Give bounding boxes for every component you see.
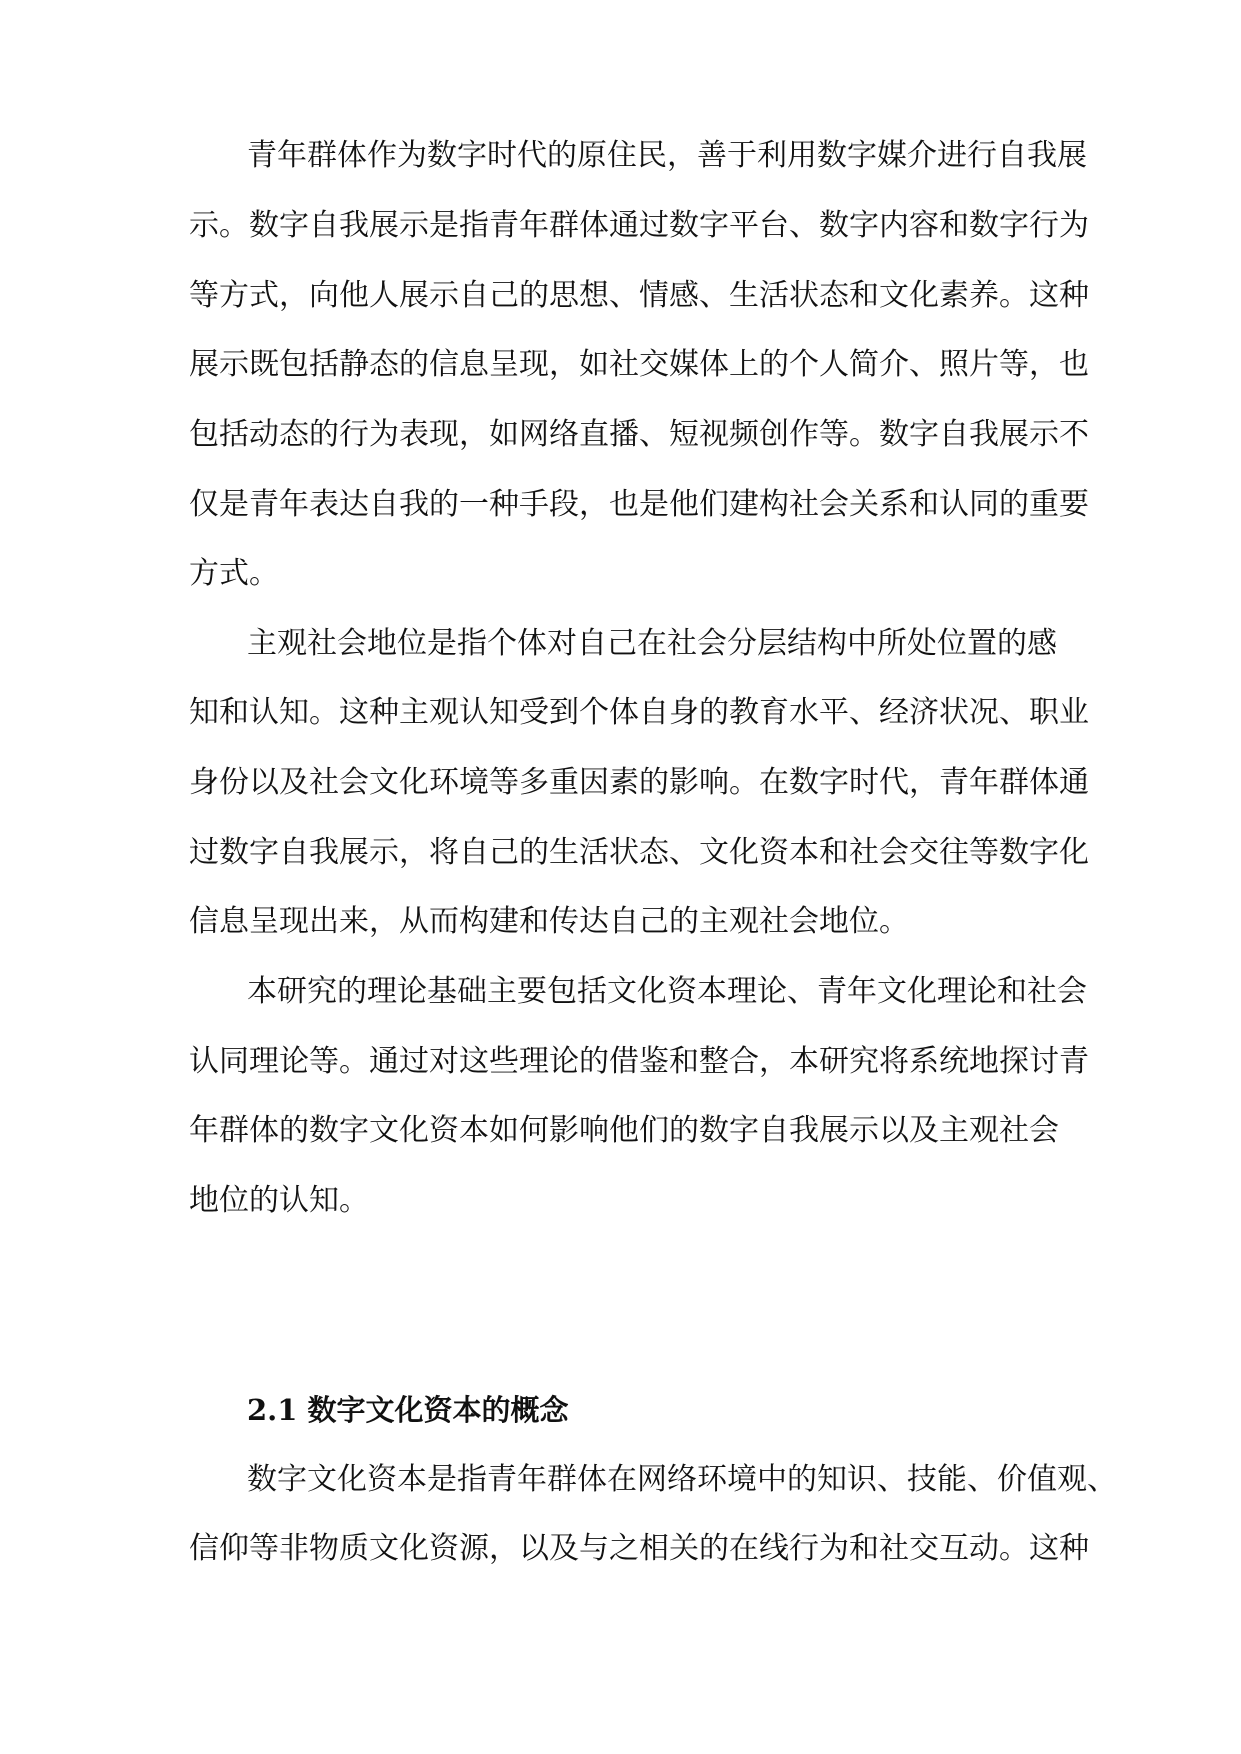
paragraph-1-line-3: 等方式，向他人展示自己的思想、情感、生活状态和文化素养。这种 xyxy=(189,278,1089,313)
paragraph-1-line-7: 方式。 xyxy=(189,556,279,591)
paragraph-2-line-5: 信息呈现出来，从而构建和传达自己的主观社会地位。 xyxy=(189,904,909,939)
paragraph-3-line-2: 认同理论等。通过对这些理论的借鉴和整合，本研究将系统地探讨青 xyxy=(189,1044,1089,1079)
paragraph-2-line-1: 主观社会地位是指个体对自己在社会分层结构中所处位置的感 xyxy=(247,626,1057,661)
paragraph-3-line-3: 年群体的数字文化资本如何影响他们的数字自我展示以及主观社会 xyxy=(189,1113,1059,1148)
section-heading: 2.1 数字文化资本的概念 xyxy=(247,1393,569,1427)
paragraph-1-line-2: 示。数字自我展示是指青年群体通过数字平台、数字内容和数字行为 xyxy=(189,208,1089,243)
paragraph-2-line-3: 身份以及社会文化环境等多重因素的影响。在数字时代，青年群体通 xyxy=(189,765,1089,800)
paragraph-3-line-1: 本研究的理论基础主要包括文化资本理论、青年文化理论和社会 xyxy=(247,974,1087,1009)
paragraph-1-line-5: 包括动态的行为表现，如网络直播、短视频创作等。数字自我展示不 xyxy=(189,417,1089,452)
paragraph-1-line-6: 仅是青年表达自我的一种手段，也是他们建构社会关系和认同的重要 xyxy=(189,487,1089,522)
paragraph-3-line-4: 地位的认知。 xyxy=(189,1183,369,1218)
paragraph-2-line-4: 过数字自我展示，将自己的生活状态、文化资本和社会交往等数字化 xyxy=(189,835,1089,870)
section-paragraph-line-1: 数字文化资本是指青年群体在网络环境中的知识、技能、价值观、 xyxy=(247,1462,1117,1497)
section-paragraph-line-2: 信仰等非物质文化资源，以及与之相关的在线行为和社交互动。这种 xyxy=(189,1531,1089,1566)
paragraph-1-line-4: 展示既包括静态的信息呈现，如社交媒体上的个人简介、照片等，也 xyxy=(189,347,1089,382)
paragraph-2-line-2: 知和认知。这种主观认知受到个体自身的教育水平、经济状况、职业 xyxy=(189,695,1089,730)
paragraph-1-line-1: 青年群体作为数字时代的原住民，善于利用数字媒介进行自我展 xyxy=(247,138,1087,173)
